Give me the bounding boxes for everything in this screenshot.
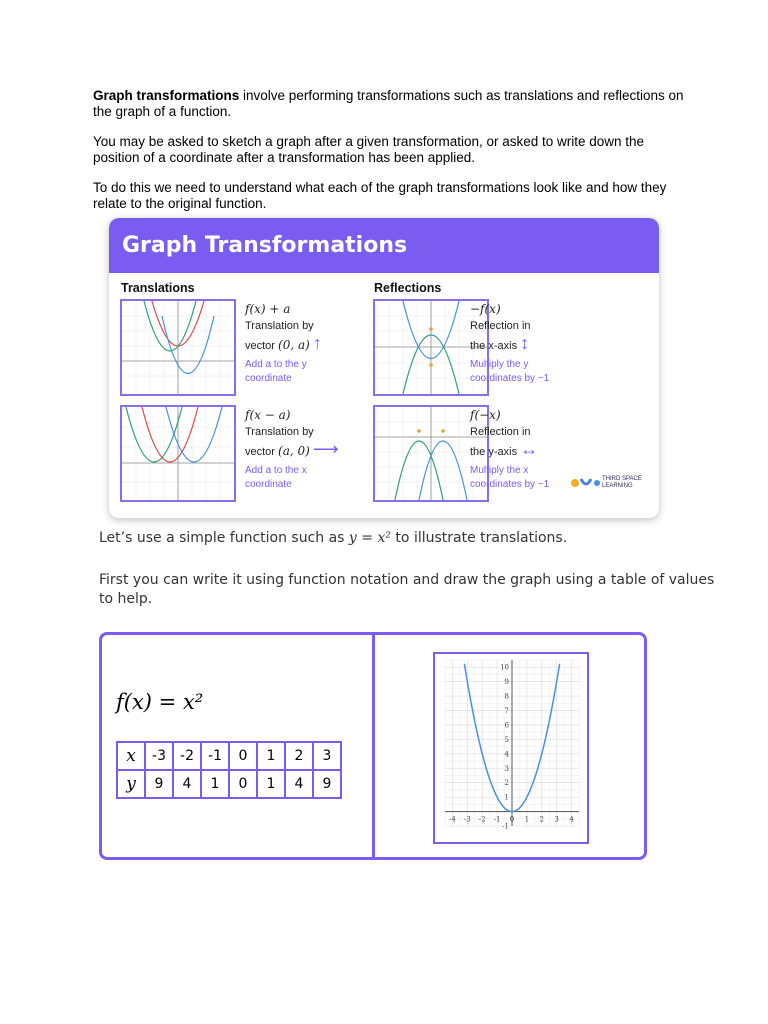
x-cell: 2 [285,742,313,770]
right-arrow-icon: ⟶ [312,439,339,459]
panel-divider [372,635,375,857]
y-cell: 1 [257,770,285,798]
desc-translation-horizontal [245,407,355,492]
y-tick-label: 8 [504,692,509,701]
intro-rest: involve performing transformations such as translations and reflections on the graph of a function. [93,88,684,119]
desc-reflection-x [470,301,580,386]
card-title: Graph Transformations [109,218,659,273]
x-tick-label: -1 [493,815,501,824]
x-tick-label: -3 [463,815,471,824]
y-cell: 9 [313,770,341,798]
x-cell: 3 [313,742,341,770]
fn-label: f(x − a) [245,408,291,422]
desc-note: Multiply the y coordinates by −1 [470,359,550,384]
x-tick-label: 0 [509,815,515,824]
x-tick-label: 2 [539,815,545,824]
intro-paragraph-2: You may be asked to sketch a graph after a given transformation, or asked to write down the position of a coordinate after a transformation has been applied. [93,134,645,165]
thumb-graph-1 [122,301,234,394]
x-tick-label: 1 [524,815,530,824]
desc-translation-vertical [245,301,355,386]
x-cell: -3 [145,742,173,770]
translations-title: Translations [121,281,195,295]
thumb-graph-2 [122,407,234,500]
desc-line: Translation by [245,426,314,438]
left-right-arrow-icon: ↔ [520,439,539,459]
function-panel [99,632,647,860]
desc-line: Reflection in [470,320,531,332]
desc-reflection-y [470,407,580,492]
graph-transformations-card [109,218,659,518]
x-tick-label: -4 [449,815,456,824]
desc-line: Translation by [245,320,314,332]
desc-note: Add a to the x coordinate [245,465,307,490]
intro-paragraph-1 [93,88,693,120]
desc-vector: vector (0, a) ↑ [245,333,322,353]
y-tick-label: 3 [504,764,509,773]
x-tick-label: -2 [478,815,486,824]
fn-label: f(x) + a [245,302,291,316]
table-row-x [117,742,341,770]
body-line-1: Let’s use a simple function such as y = x² to illustrate translations. [99,530,568,546]
y-tick-label: 9 [504,678,509,687]
desc-note: Multiply the x coordinates by −1 [470,465,550,490]
y-cell: 4 [285,770,313,798]
x-cell: 1 [257,742,285,770]
y-cell: 1 [201,770,229,798]
reflections-title: Reflections [374,281,442,295]
x-tick-label: 3 [554,815,559,824]
x-cell: -1 [201,742,229,770]
thumb-translation-vertical [120,299,236,396]
up-arrow-icon: ↑ [312,333,322,353]
y-tick-label: 2 [504,779,509,788]
y-tick-label: 5 [504,735,509,744]
y-tick-label: 1 [504,793,509,802]
function-notation: f(x) = x² [116,690,204,714]
y-tick-label: 6 [504,721,509,730]
y-tick-label: 7 [504,707,509,716]
desc-line: Reflection in [470,426,531,438]
y-tick-label: -1 [502,822,509,831]
desc-line: the x-axis ↕ [470,333,530,353]
thumb-translation-horizontal [120,405,236,502]
y-tick-label: 4 [504,750,509,759]
logo-text: THIRD SPACE LEARNING [602,476,642,489]
y-label: y [117,770,145,798]
up-down-arrow-icon: ↕ [520,333,530,353]
x-cell: 0 [229,742,257,770]
body-line-2: First you can write it using function notation and draw the graph using a table of values to help. [99,572,715,607]
desc-line: the y-axis ↔ [470,439,539,459]
x-label: x [117,742,145,770]
table-of-values [116,741,342,799]
y-tick-label: 10 [500,663,509,672]
desc-note: Add a to the y coordinate [245,359,307,384]
table-row-y [117,770,341,798]
intro-bold: Graph transformations [93,88,240,103]
intro-paragraph-3: To do this we need to understand what each of the graph transformations look like and how they relate to the original function. [93,180,667,211]
fn-label: f(−x) [470,408,501,422]
fn-label: −f(x) [470,302,501,316]
desc-vector: vector (a, 0) ⟶ [245,439,339,459]
y-cell: 4 [173,770,201,798]
x-tick-label: 4 [569,815,574,824]
graph-of-x-squared [433,652,589,844]
y-cell: 9 [145,770,173,798]
x-cell: -2 [173,742,201,770]
graph-svg [435,654,587,842]
y-cell: 0 [229,770,257,798]
